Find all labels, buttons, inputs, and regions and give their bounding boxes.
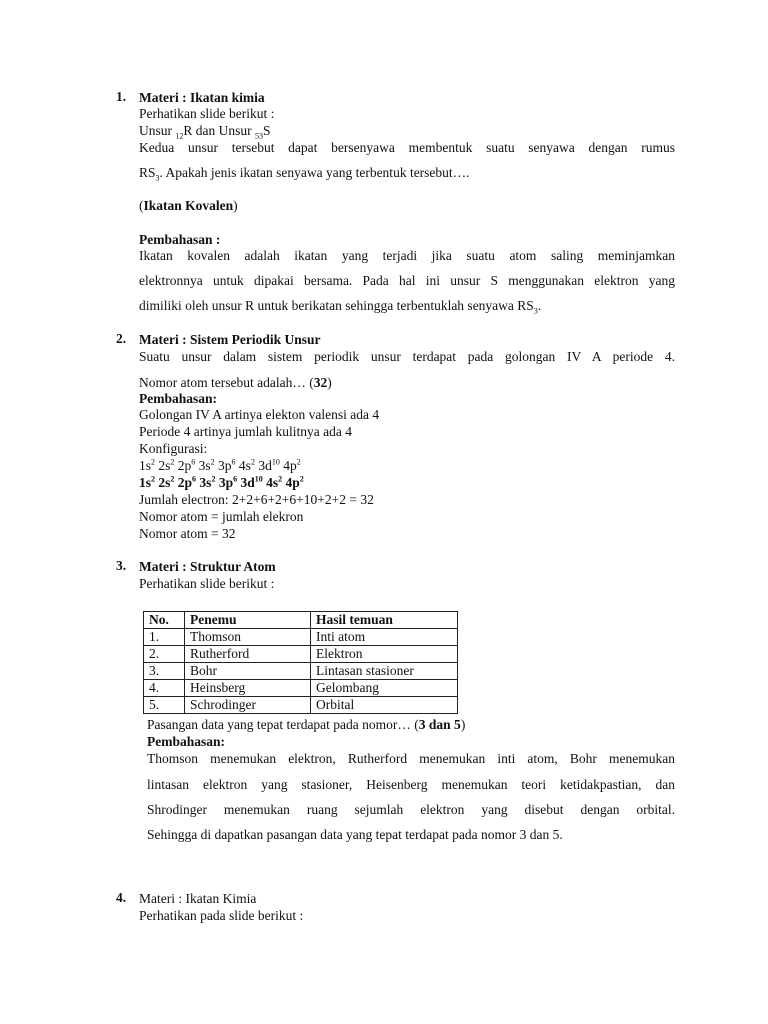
config-term: $1s^2$ [139, 474, 156, 490]
config-term: $4s^2$ [266, 474, 283, 490]
q4-number: 4. [116, 890, 127, 905]
table-cell: Inti atom [311, 629, 458, 646]
q2-number: 2. [116, 331, 127, 346]
table-cell: Rutherford [185, 646, 311, 663]
q3-question: Pasangan data yang tepat terdapat pada nomor… (3 dan 5) [147, 717, 466, 732]
table-cell: 2. [144, 646, 185, 663]
table-header-cell: Penemu [185, 612, 311, 629]
table-header-cell: Hasil temuan [311, 612, 458, 629]
q2-question-line2: Nomor atom tersebut adalah… (32) [139, 375, 332, 390]
q1-pembahasan-line1: Ikatan kovalen adalah ikatan yang terjadi jika suatu atom saling meminjamkan [139, 248, 675, 263]
table-cell: 1. [144, 629, 185, 646]
table-cell: Schrodinger [185, 697, 311, 714]
q2-heading: Materi : Sistem Periodik Unsur [139, 332, 321, 347]
config-term: $3d^{10}$ [258, 457, 280, 473]
q2-line-golongan: Golongan IV A artinya elekton valensi ada 4 [139, 407, 380, 422]
q1-pembahasan-line2: elektronnya untuk dipakai bersama. Pada hal ini unsur S menggunakan elektron yang [139, 273, 675, 288]
table-row [144, 629, 458, 646]
table-header-row [144, 612, 458, 629]
q2-nomor-line2: Nomor atom = 32 [139, 526, 236, 541]
q1-number: 1. [116, 89, 127, 104]
config-term: $3p^6$ [218, 457, 236, 473]
table-cell: Lintasan stasioner [311, 663, 458, 680]
table-cell: Heinsberg [185, 680, 311, 697]
config-term: $1s^2$ [139, 457, 156, 473]
table-row [144, 697, 458, 714]
table-cell: Elektron [311, 646, 458, 663]
q3-number: 3. [116, 558, 127, 573]
q1-elements: Unsur $_{12}$R dan Unsur $_{53}$S [139, 123, 271, 141]
q4-instruction: Perhatikan pada slide berikut : [139, 908, 304, 923]
config-term: $3p^6$ [218, 474, 238, 490]
q4-heading: Materi : Ikatan Kimia [139, 891, 257, 906]
config-term: $3s^2$ [199, 474, 216, 490]
q2-nomor-line1: Nomor atom = jumlah elekron [139, 509, 304, 524]
config-term: $4p^2$ [285, 474, 304, 490]
q1-question-line1: Kedua unsur tersebut dapat bersenyawa membentuk suatu senyawa dengan rumus [139, 140, 675, 155]
q1-answer: (Ikatan Kovalen) [139, 198, 238, 213]
q3-pembahasan-label: Pembahasan: [147, 734, 226, 749]
config-term: $4s^2$ [238, 457, 255, 473]
config-term: $2s^2$ [158, 457, 175, 473]
table-cell: Bohr [185, 663, 311, 680]
q2-question-line1: Suatu unsur dalam sistem periodik unsur terdapat pada golongan IV A periode 4. [139, 349, 675, 364]
table-cell: 3. [144, 663, 185, 680]
table-cell: 5. [144, 697, 185, 714]
q3-pembahasan-line2: lintasan elektron yang stasioner, Heisenberg menemukan teori ketidakpastian, dan [147, 777, 675, 792]
table-cell: 4. [144, 680, 185, 697]
q3-pembahasan-line3: Shrodinger menemukan ruang sejumlah elektron yang disebut dengan orbital. [147, 802, 675, 817]
config-term: $3d^{10}$ [240, 474, 263, 490]
config-term: $4p^2$ [283, 457, 301, 473]
q1-heading: Materi : Ikatan kimia [139, 90, 265, 105]
q1-instruction: Perhatikan slide berikut : [139, 106, 275, 121]
table-row [144, 680, 458, 697]
q2-line-periode: Periode 4 artinya jumlah kulitnya ada 4 [139, 424, 352, 439]
q2-line-konfigurasi: Konfigurasi: [139, 441, 208, 456]
table-header-cell: No. [144, 612, 185, 629]
config-term: $2p^6$ [177, 474, 197, 490]
q3-pembahasan-line4: Sehingga di dapatkan pasangan data yang tepat terdapat pada nomor 3 dan 5. [147, 827, 563, 842]
q1-pembahasan-line3: dimiliki oleh unsur R untuk berikatan sehingga terbentuklah senyawa $RS_3$. [139, 298, 542, 316]
table-cell: Gelombang [311, 680, 458, 697]
config-term: $2p^6$ [177, 457, 196, 473]
q3-heading: Materi : Struktur Atom [139, 559, 276, 574]
config-term: $2s^2$ [158, 474, 175, 490]
q3-instruction: Perhatikan slide berikut : [139, 576, 275, 591]
q1-pembahasan-label: Pembahasan : [139, 232, 221, 247]
table-cell: Orbital [311, 697, 458, 714]
q1-question-line2: $RS_3$. Apakah jenis ikatan senyawa yang terbentuk tersebut…. [139, 165, 470, 183]
q2-configuration-bold [139, 474, 304, 491]
table-row [144, 663, 458, 680]
table-cell: Thomson [185, 629, 311, 646]
q3-pembahasan-line1: Thomson menemukan elektron, Rutherford menemukan inti atom, Bohr menemukan [147, 751, 675, 766]
q2-pembahasan-label: Pembahasan: [139, 391, 218, 406]
q2-configuration [139, 457, 301, 474]
discoverer-table [143, 611, 458, 714]
table-row [144, 646, 458, 663]
config-term: $3s^2$ [198, 457, 215, 473]
q2-electron-sum: Jumlah electron: 2+2+6+2+6+10+2+2 = 32 [139, 492, 374, 507]
